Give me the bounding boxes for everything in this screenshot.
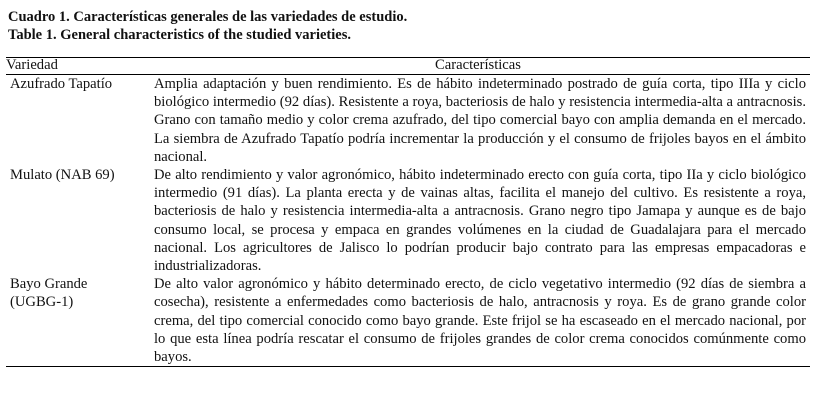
table-row [6, 275, 810, 367]
header-variety: Variedad [6, 58, 146, 75]
table-body [6, 75, 810, 367]
variety-name: Mulato (NAB 69) [10, 167, 115, 184]
variety-code: (UGBG-1) [10, 294, 74, 311]
characteristics-cell: De alto valor agronómico y hábito determinado erecto, de ciclo vegetativo intermedio (92 días de siembra a cosecha), resistente a enfermedades como bacteriosis de halo, antracnosis y roya. Es de grano grande color crema, del tipo comercial conocido como bayo grande. Este frijol se ha escaseado en el mercado nacional, por lo que esta línea podría rescatar el consumo de frijoles grandes de color crema conocidos comúnmente como bayos. [146, 275, 810, 367]
table-caption [0, 8, 816, 44]
characteristics-cell: Amplia adaptación y buen rendimiento. Es de hábito indeterminado postrado de guía corta, tipo IIIa y ciclo biológico intermedio (92 días). Resistente a roya, bacteriosis de halo y resistencia intermedia-alta a antracnosis. Grano con tamaño medio y color crema azufrado, del tipo comercial bayo con amplia demanda en el mercado. La siembra de Azufrado Tapatío podría incrementar la producción y el consumo de frijoles bayos en el ámbito nacional. [154, 76, 806, 165]
variety-name: Bayo Grande [10, 276, 88, 293]
characteristics-cell: De alto rendimiento y valor agronómico, hábito indeterminado erecto con guía corta, tipo IIa y ciclo biológico intermedio (91 días). La planta erecta y de vainas altas, facilita el manejo del cultivo. Es resistente a roya, bacteriosis de halo y resistencia intermedia-alta a antracnosis. Grano negro tipo Jamapa y aunque es de bajo consumo local, se procesa y empaca en grandes volúmenes en la ciudad de Guadalajara para el mercado nacional. Los agricultores de Jalisco lo podrían producir bajo contrato para las empresas empacadoras e industrializadoras. [154, 167, 806, 275]
variety-cell [6, 75, 146, 167]
header-characteristics: Características [146, 58, 810, 75]
table-row [6, 166, 810, 275]
header-row [6, 58, 810, 75]
variety-name: Azufrado Tapatío [10, 76, 113, 92]
variety-cell [6, 275, 146, 367]
caption-english: Table 1. General characteristics of the studied varieties. [8, 27, 351, 43]
table-row [6, 75, 810, 167]
table-header [6, 58, 810, 75]
caption-spanish: Cuadro 1. Características generales de las variedades de estudio. [8, 9, 408, 25]
variety-cell [6, 166, 146, 275]
varieties-table [6, 57, 810, 367]
